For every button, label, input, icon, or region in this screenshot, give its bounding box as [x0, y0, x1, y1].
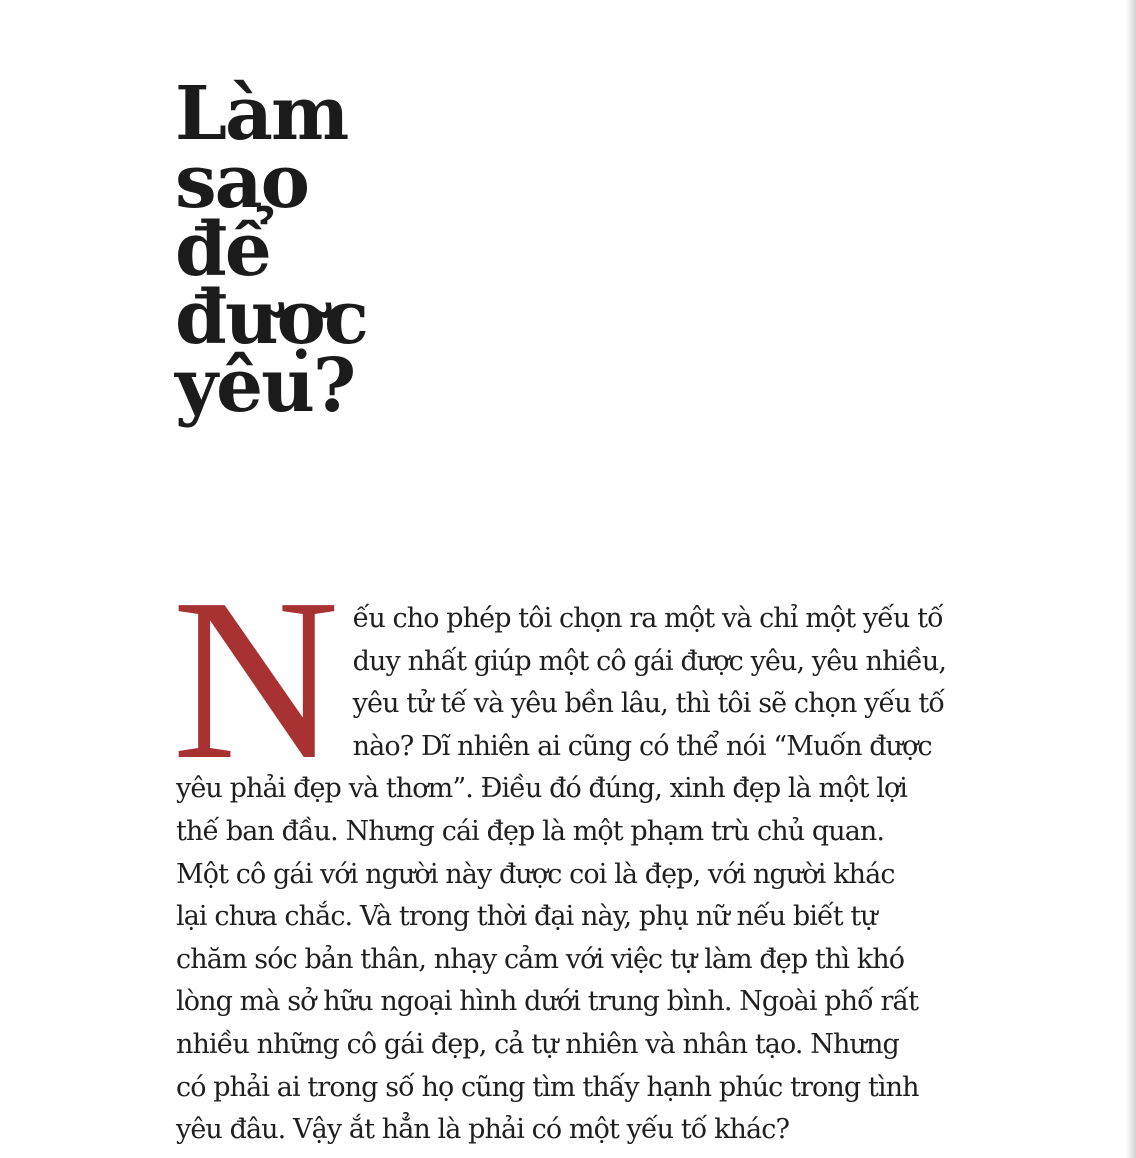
- paragraph-line: lại chưa chắc. Và trong thời đại này, phụ nữ nếu biết tự: [176, 901, 877, 933]
- paragraph-line: yêu đâu. Vậy ắt hẳn là phải có một yếu tố khác?: [176, 1114, 790, 1146]
- paragraph-line: nhiều những cô gái đẹp, cả tự nhiên và nhân tạo. Nhưng: [176, 1028, 899, 1060]
- title-line: được: [175, 275, 367, 361]
- paragraph-line: ếu cho phép tôi chọn ra một và chỉ một yếu tố: [352, 603, 943, 634]
- paragraph-line: yêu phải đẹp và thơm”. Điều đó đúng, xinh đẹp là một lợi: [176, 773, 908, 805]
- paragraph-line: lòng mà sở hữu ngoại hình dưới trung bình. Ngoài phố rất: [176, 986, 919, 1018]
- paragraph-line: yêu tử tế và yêu bền lâu, thì tôi sẽ chọn yếu tố: [352, 688, 944, 720]
- page-edge-shadow: [1126, 0, 1136, 1158]
- paragraph-line: có phải ai trong số họ cũng tìm thấy hạnh phúc trong tình: [176, 1071, 919, 1103]
- chapter-title: [175, 71, 367, 429]
- paragraph-line: duy nhất giúp một cô gái được yêu, yêu nhiều,: [352, 645, 947, 677]
- paragraph-line: nào? Dĩ nhiên ai cũng có thể nói “Muốn được: [352, 730, 932, 762]
- paragraph-line: thế ban đầu. Nhưng cái đẹp là một phạm trù chủ quan.: [176, 815, 885, 847]
- drop-cap: N: [172, 551, 339, 808]
- title-line: Làm: [175, 71, 348, 157]
- article-body: [172, 551, 996, 1152]
- paragraph-line: chăm sóc bản thân, nhạy cảm với việc tự làm đẹp thì khó: [176, 943, 905, 975]
- title-line: để: [175, 207, 270, 293]
- paragraph-line: Một cô gái với người này được coi là đẹp, với người khác: [176, 858, 895, 890]
- title-line: sao: [175, 139, 308, 225]
- title-line: yêu?: [175, 343, 355, 429]
